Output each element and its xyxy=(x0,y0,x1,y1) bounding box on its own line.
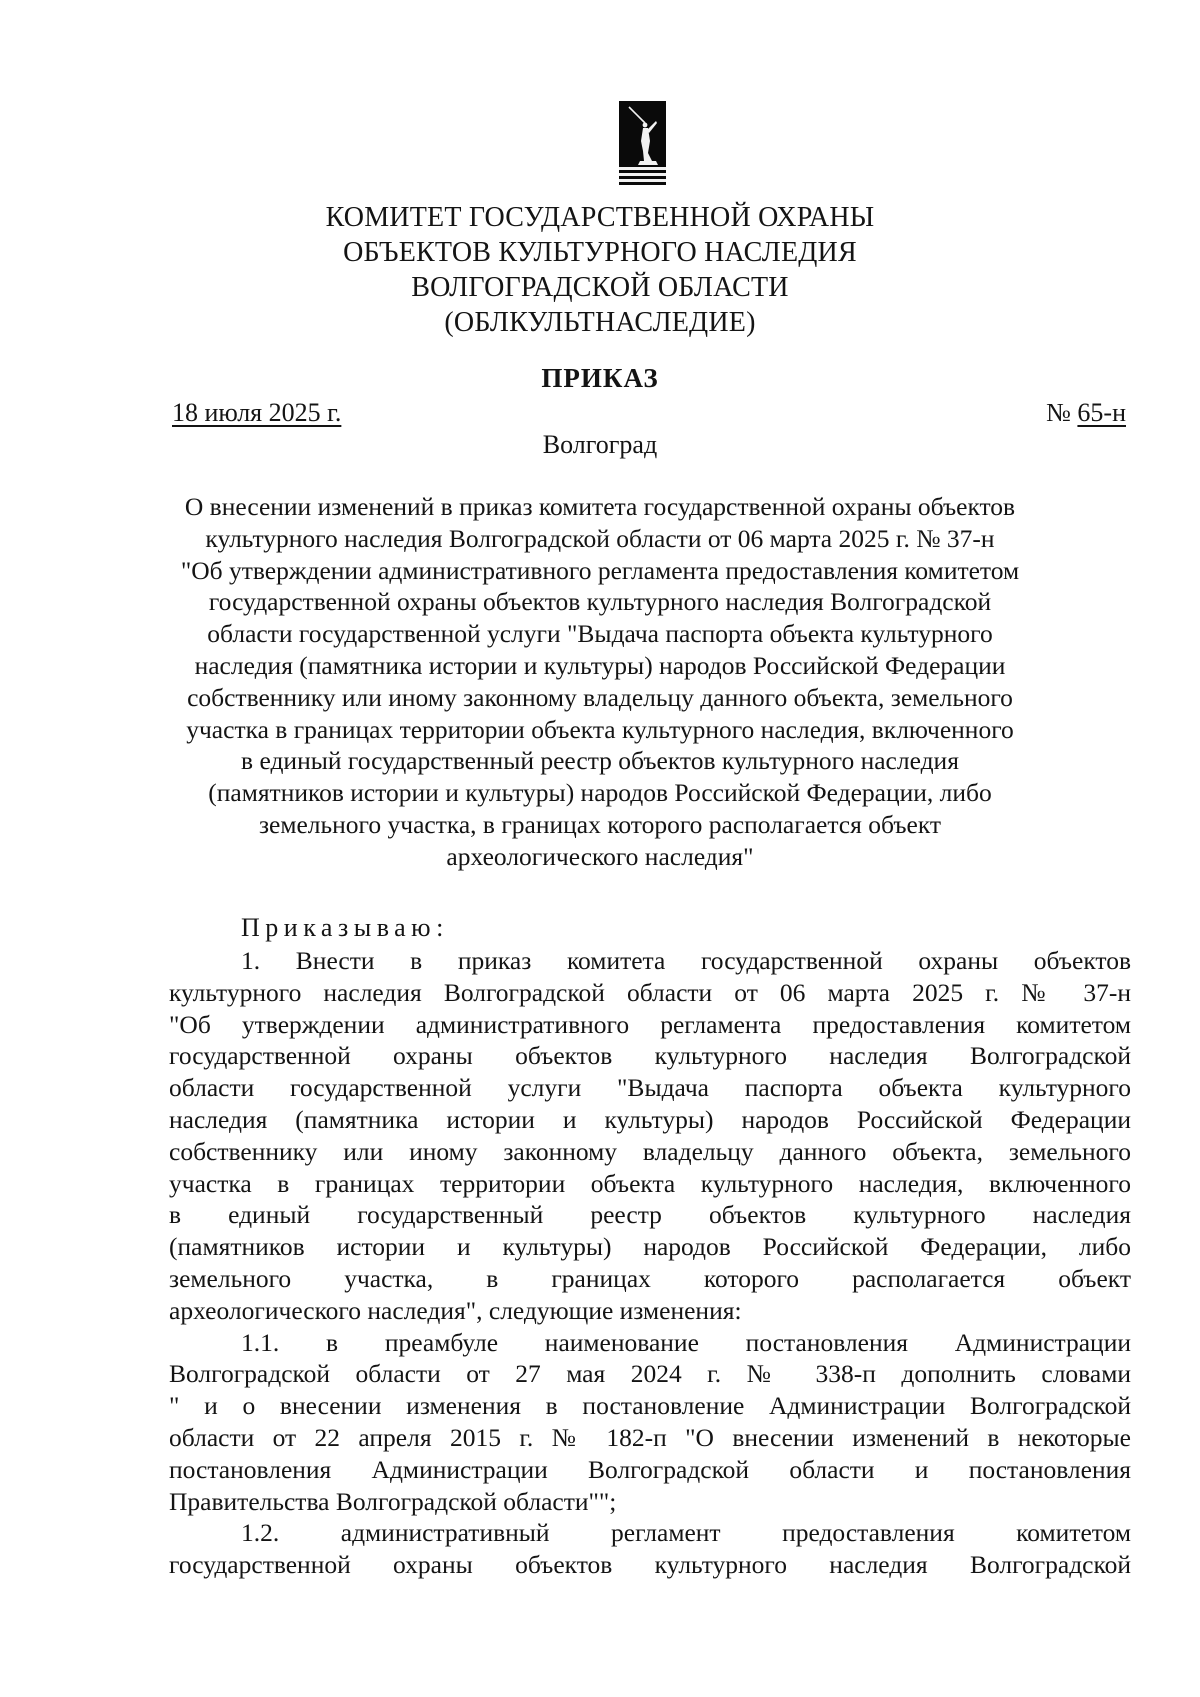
order-number-prefix: № xyxy=(1046,398,1078,427)
subject-line: участка в границах территории объекта культурного наследия, включенного xyxy=(186,714,1014,744)
subject-line: области государственной услуги "Выдача паспорта объекта культурного xyxy=(207,619,993,649)
subject-line: в единый государственный реестр объектов культурного наследия xyxy=(241,746,959,776)
subject-line: собственнику или иному законному владельцу данного объекта, земельного xyxy=(187,682,1013,712)
committee-name xyxy=(250,200,950,340)
subject-line: земельного участка, в границах которого располагается объект xyxy=(258,809,942,839)
order-body xyxy=(169,945,1131,1581)
subject-line: "Об утверждении административного регламента предоставления комитетом xyxy=(180,555,1020,585)
order-date: 18 июля 2025 г. xyxy=(172,398,342,427)
item-1-line: в единый государственный реестр объектов культурного наследия xyxy=(169,1200,1131,1230)
document-type: ПРИКАЗ xyxy=(541,363,659,393)
item-1-1-line: " и о внесении изменения в постановление Администрации Волгоградской xyxy=(169,1391,1131,1421)
item-1-1-line: постановления Администрации Волгоградской области и постановления xyxy=(169,1454,1131,1484)
item-1-line: государственной охраны объектов культурного наследия Волгоградской xyxy=(169,1041,1131,1071)
subject-line: культурного наследия Волгоградской области от 06 марта 2025 г. № 37-н xyxy=(205,523,995,553)
item-1-line: собственнику или иному законному владельцу данного объекта, земельного xyxy=(169,1136,1131,1166)
subject-line: (памятников истории и культуры) народов Российской Федерации, либо xyxy=(208,778,992,808)
order-subject xyxy=(150,491,1050,873)
item-1-line: 1. Внести в приказ комитета государственной охраны объектов xyxy=(241,946,1131,975)
committee-line: КОМИТЕТ ГОСУДАРСТВЕННОЙ ОХРАНЫ xyxy=(325,202,875,233)
coat-of-arms-icon xyxy=(619,101,666,185)
subject-line: государственной охраны объектов культурного наследия Волгоградской xyxy=(208,587,992,617)
subject-line: наследия (памятника истории и культуры) народов Российской Федерации xyxy=(194,650,1006,680)
item-1-line: культурного наследия Волгоградской области от 06 марта 2025 г. № 37-н xyxy=(169,977,1131,1007)
item-1-line: (памятников истории и культуры) народов Российской Федерации, либо xyxy=(169,1232,1131,1262)
committee-line: ОБЪЕКТОВ КУЛЬТУРНОГО НАСЛЕДИЯ xyxy=(343,237,857,268)
order-number xyxy=(1046,398,1126,428)
item-1-line: участка в границах территории объекта культурного наследия, включенного xyxy=(169,1168,1131,1198)
item-1-1-line: Правительства Волгоградской области""; xyxy=(169,1486,617,1516)
item-1-line: археологического наследия", следующие изменения: xyxy=(169,1295,742,1325)
item-1-line: области государственной услуги "Выдача паспорта объекта культурного xyxy=(169,1073,1131,1103)
item-1-2-line: 1.2. административный регламент предоставления комитетом xyxy=(241,1518,1131,1548)
order-number-value: 65-н xyxy=(1077,398,1126,427)
item-1-line: "Об утверждении административного регламента предоставления комитетом xyxy=(169,1009,1131,1039)
item-1-1-line: области от 22 апреля 2015 г. № 182-п "О внесении изменений в некоторые xyxy=(169,1422,1131,1452)
item-1-1-line: 1.1. в преамбуле наименование постановления Администрации xyxy=(241,1327,1131,1357)
subject-line: археологического наследия" xyxy=(446,841,754,871)
item-1-1-line: Волгоградской области от 27 мая 2024 г. № 338-п дополнить словами xyxy=(169,1359,1131,1389)
item-1-line: наследия (памятника истории и культуры) народов Российской Федерации xyxy=(169,1104,1131,1134)
committee-line: ВОЛГОГРАДСКОЙ ОБЛАСТИ xyxy=(411,272,789,303)
item-1-2-line: государственной охраны объектов культурного наследия Волгоградской xyxy=(169,1550,1131,1580)
committee-line: (ОБЛКУЛЬТНАСЛЕДИЕ) xyxy=(444,307,756,338)
order-city: Волгоград xyxy=(542,430,658,459)
subject-line: О внесении изменений в приказ комитета государственной охраны объектов xyxy=(184,492,1016,521)
order-directive-word: Приказываю: xyxy=(241,913,449,942)
item-1-line: земельного участка, в границах которого располагается объект xyxy=(169,1263,1131,1293)
